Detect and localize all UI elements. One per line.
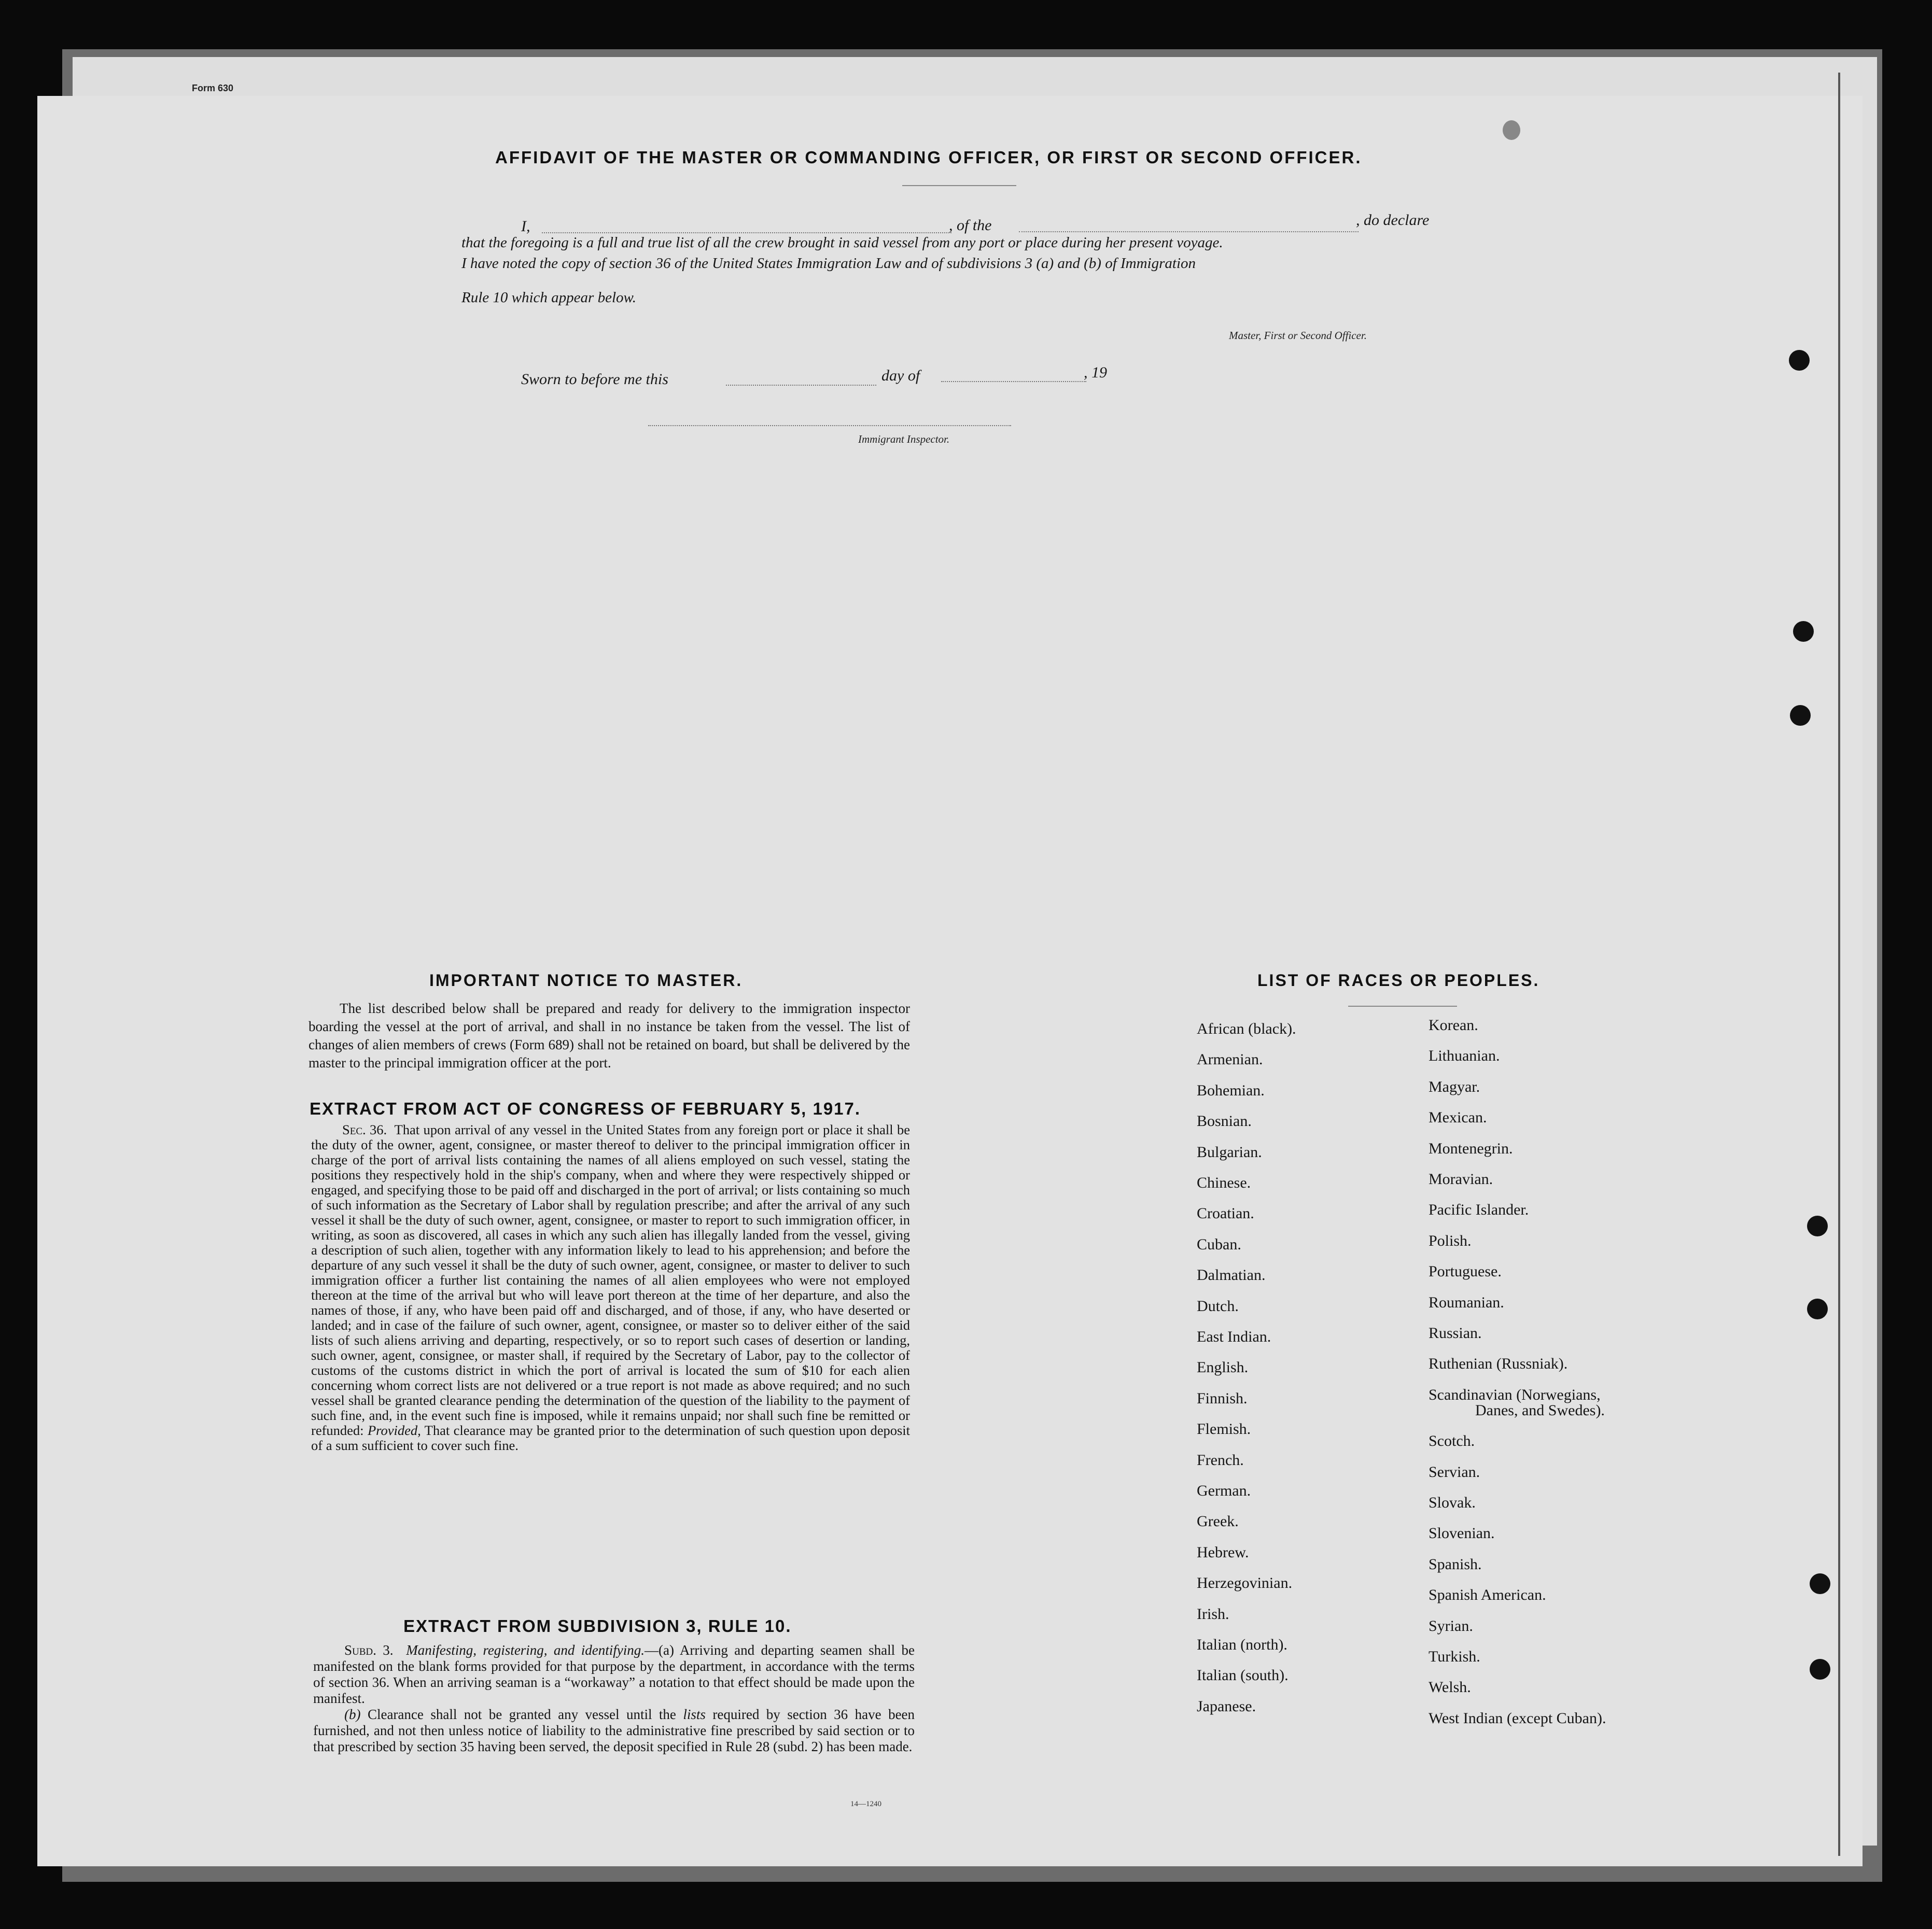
races-title-rule	[1348, 1006, 1457, 1007]
race-item: African (black).	[1197, 1020, 1296, 1037]
race-item: Scandinavian (Norwegians,	[1429, 1386, 1601, 1403]
race-item: Spanish.	[1429, 1555, 1482, 1573]
notice-paragraph: The list described below shall be prepared and ready for delivery to the immigration inspector boarding the vessel at the port of arrival, and shall in no instance be taken from the vessel. The list of changes of alien members of crews (Form 689) shall not be retained on board, but shall be delivered by the master to the principal immigration officer at the port.	[309, 1001, 910, 1071]
lists-word: lists	[683, 1707, 706, 1722]
race-item: Croatian.	[1197, 1205, 1254, 1222]
page-edge	[1838, 73, 1840, 1856]
race-item: Moravian.	[1429, 1171, 1493, 1188]
race-item: East Indian.	[1197, 1328, 1271, 1345]
affidavit-line-4: Rule 10 which appear below.	[461, 289, 636, 306]
rule-extract-body	[313, 1642, 915, 1755]
para-b-text-2: required by section 36 have been furnished, and not then unless notice of liability to the administrative fine prescribed by said section or to that prescribed by section 35 having been served, the deposit specified in Rule 28 (subd. 2) has been made.	[313, 1707, 915, 1754]
affidavit-line-2: that the foregoing is a full and true list of all the crew brought in said vessel from any port or place during her present voyage.	[461, 234, 1223, 251]
punch-hole	[1789, 350, 1810, 371]
notice-body	[309, 999, 910, 1072]
race-item: Turkish.	[1429, 1648, 1480, 1665]
race-item: Spanish American.	[1429, 1586, 1546, 1604]
affidavit-title: AFFIDAVIT OF THE MASTER OR COMMANDING OFFICER, OR FIRST OR SECOND OFFICER.	[495, 148, 1362, 167]
race-item: Polish.	[1429, 1232, 1472, 1249]
race-item: Ruthenian (Russniak).	[1429, 1355, 1568, 1373]
section-36-text: That upon arrival of any vessel in the United States from any foreign port or place it shall be the duty of the owner, agent, consignee, or master thereof to deliver to the principal immigration officer in charge of the port of arrival lists containing the names of all aliens employed on such vessel, stating the positions they respectively hold in the ship's company, when and where they were respectively shipped or engaged, and specifying those to be paid off and discharged in the port of arrival; or lists containing so much of such information as the Secretary of Labor shall by regulation prescribe; and after the arrival of any such vessel it shall be the duty of such owner, agent, consignee, or master to report to such immigration officer, in writing, as soon as discovered, all cases in which any such alien has illegally landed from the vessel, giving a description of such alien, together with any information likely to lead to his apprehension; and before the departure of any such vessel it shall be the duty of such owner, agent, consignee, or master to deliver to such immigration officer a further list containing the names of all alien employees who were not employed thereon at the time of the arrival but who will leave port thereon at the time of her departure, and also the names of those, if any, who have been paid off and discharged, and of those, if any, who have deserted or landed; and in case of the failure of such owner, agent, consignee, or master so to deliver either of the said lists of such aliens arriving and departing, respectively, or so to report such cases of desertion or landing, such owner, agent, consignee, or master shall, if required by the Secretary of Labor, pay to the collector of customs of the customs district in which the port of arrival is located the sum of $10 for each alien concerning whom correct lists are not delivered or a true report is not made as above required; and no such vessel shall be granted clearance pending the determination of the question of the liability to the payment of such fine, and, in the event such fine is imposed, while it remains unpaid; nor shall such fine be remitted or refunded:	[311, 1122, 910, 1438]
punch-hole	[1790, 705, 1811, 726]
race-item: Irish.	[1197, 1605, 1229, 1623]
race-item: Danes, and Swedes).	[1475, 1401, 1605, 1419]
race-item: Scotch.	[1429, 1432, 1475, 1450]
punch-hole	[1810, 1659, 1830, 1680]
title-rule	[902, 185, 1016, 186]
year-text: , 19	[1084, 364, 1107, 381]
race-item: Armenian.	[1197, 1051, 1263, 1068]
section-label: Sec. 36.	[342, 1122, 387, 1137]
race-item: Slovak.	[1429, 1494, 1476, 1511]
race-item: Dutch.	[1197, 1297, 1239, 1315]
day-blank	[726, 385, 876, 386]
race-item: German.	[1197, 1482, 1251, 1499]
race-item: Italian (north).	[1197, 1636, 1287, 1653]
race-item: Greek.	[1197, 1513, 1239, 1530]
race-item: Bohemian.	[1197, 1081, 1265, 1099]
race-item: Dalmatian.	[1197, 1266, 1266, 1284]
act-extract-title: EXTRACT FROM ACT OF CONGRESS OF FEBRUARY 5, 1917.	[310, 1099, 861, 1118]
race-item: Welsh.	[1429, 1679, 1471, 1696]
race-item: Hebrew.	[1197, 1543, 1249, 1561]
race-item: Pacific Islander.	[1429, 1201, 1529, 1219]
affidavit-i: I,	[521, 218, 530, 235]
para-a-label: —(a)	[645, 1642, 674, 1658]
para-a-text: Arriving and departing seamen shall be manifested on the blank forms provided for that purpose by the department, in accordance with the terms of section 36. When an arriving seaman is a “workaway” a notation to that effect should be made upon the manifest.	[313, 1642, 915, 1706]
race-item: Servian.	[1429, 1463, 1480, 1481]
punch-hole	[1503, 120, 1520, 140]
punch-hole	[1807, 1216, 1828, 1236]
race-item: Montenegrin.	[1429, 1139, 1513, 1157]
race-item: Russian.	[1429, 1325, 1482, 1342]
race-item: Magyar.	[1429, 1078, 1480, 1095]
provided-word: Provided,	[367, 1423, 421, 1438]
race-item: Portuguese.	[1429, 1263, 1502, 1280]
race-item: Korean.	[1429, 1017, 1478, 1034]
punch-hole	[1793, 621, 1814, 642]
notice-title: IMPORTANT NOTICE TO MASTER.	[429, 971, 743, 990]
document-page	[37, 96, 1863, 1866]
print-code: 14—1240	[850, 1800, 881, 1808]
subd-label: Subd. 3.	[344, 1642, 394, 1658]
day-of-text: day of	[881, 367, 920, 384]
subd-heading: Manifesting, registering, and identifying.	[406, 1642, 645, 1658]
race-item: French.	[1197, 1451, 1244, 1469]
punch-hole	[1807, 1299, 1828, 1319]
vessel-blank	[1019, 231, 1359, 232]
race-item: Bosnian.	[1197, 1113, 1252, 1130]
race-item: English.	[1197, 1359, 1249, 1376]
race-item: Lithuanian.	[1429, 1047, 1500, 1065]
race-item: Cuban.	[1197, 1235, 1241, 1253]
affidavit-declare: , do declare	[1356, 212, 1430, 229]
affidavit-of-the: , of the	[949, 217, 992, 234]
sworn-text: Sworn to before me this	[521, 371, 668, 388]
inspector-caption: Immigrant Inspector.	[858, 433, 950, 445]
race-item: Japanese.	[1197, 1697, 1256, 1715]
race-item: Roumanian.	[1429, 1293, 1504, 1311]
form-number: Form 630	[192, 83, 234, 93]
race-item: Mexican.	[1429, 1109, 1487, 1127]
punch-hole	[1810, 1573, 1830, 1594]
section-36-end: That clearance may be granted prior to the determination of such question upon deposit of a sum sufficient to cover such fine.	[311, 1423, 911, 1453]
race-item: West Indian (except Cuban).	[1429, 1709, 1606, 1727]
name-blank	[542, 232, 951, 233]
para-b-label: (b)	[344, 1707, 361, 1722]
race-item: Herzegovinian.	[1197, 1574, 1293, 1592]
race-item: Flemish.	[1197, 1420, 1251, 1438]
inspector-blank	[648, 425, 1011, 426]
races-title: LIST OF RACES OR PEOPLES.	[1257, 971, 1540, 990]
affidavit-line-3: I have noted the copy of section 36 of the United States Immigration Law and of subdivisions 3 (a) and (b) of Immigration	[461, 255, 1196, 272]
signature-caption: Master, First or Second Officer.	[1229, 329, 1367, 342]
rule-extract-title: EXTRACT FROM SUBDIVISION 3, RULE 10.	[403, 1616, 792, 1636]
race-item: Bulgarian.	[1197, 1143, 1262, 1161]
race-item: Chinese.	[1197, 1174, 1251, 1191]
act-extract-body	[311, 1122, 910, 1453]
race-item: Finnish.	[1197, 1389, 1248, 1407]
month-blank	[941, 381, 1086, 382]
race-item: Slovenian.	[1429, 1525, 1495, 1542]
race-item: Italian (south).	[1197, 1667, 1289, 1684]
para-b-text-1: Clearance shall not be granted any vessel until the	[367, 1707, 676, 1722]
race-item: Syrian.	[1429, 1617, 1473, 1635]
